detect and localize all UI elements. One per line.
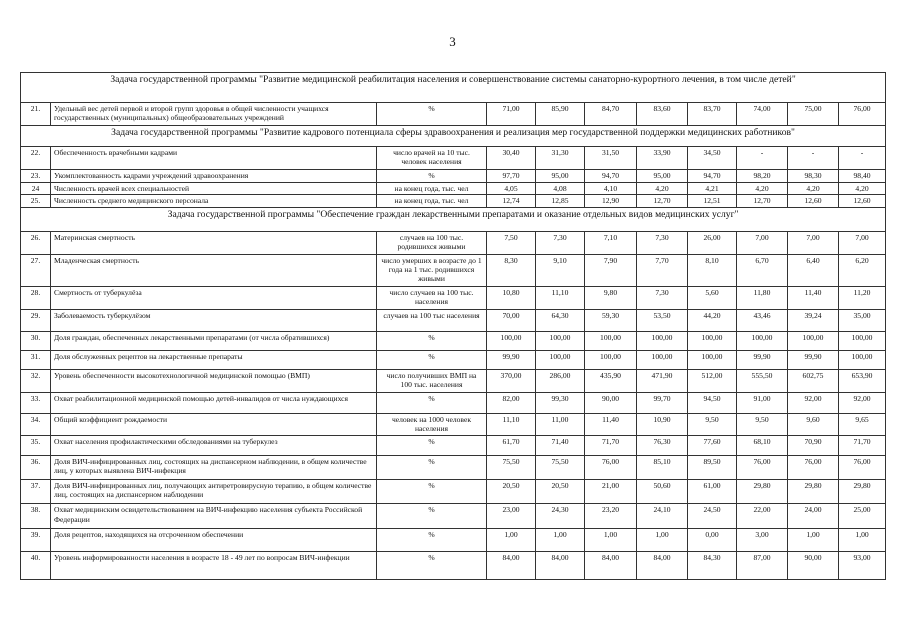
- indicator-name: Удельный вес детей первой и второй групп здоровья в общей численности учащихся государственных (муниципальных) общеобразовательных учреждений: [51, 102, 377, 125]
- indicator-value: 100,00: [688, 351, 737, 370]
- row-number: 33.: [21, 392, 51, 413]
- indicator-value: 9,65: [839, 413, 886, 436]
- indicator-value: 95,00: [637, 169, 688, 182]
- indicator-value: 370,00: [487, 370, 536, 393]
- indicator-value: 100,00: [536, 332, 585, 351]
- task-row: [21, 208, 886, 231]
- indicator-value: 7,00: [737, 231, 788, 254]
- indicator-value: 9,80: [585, 287, 637, 310]
- indicator-value: 6,40: [788, 255, 839, 287]
- indicator-value: 92,00: [788, 392, 839, 413]
- task-heading: Задача государственной программы "Обеспечение граждан лекарственными препаратами и оказание отдельных видов медицинских услуг": [21, 208, 886, 231]
- indicator-value: 77,60: [688, 436, 737, 455]
- indicator-value: 4,20: [637, 182, 688, 195]
- unit-of-measure: число случаев на 100 тыс. населения: [377, 287, 487, 310]
- indicator-value: 11,40: [585, 413, 637, 436]
- indicator-value: 23,00: [487, 504, 536, 528]
- indicator-value: 7,00: [788, 231, 839, 254]
- indicator-name: Материнская смертность: [51, 231, 377, 254]
- task-heading: Задача государственной программы "Развитие кадрового потенциала сферы здравоохранения и реализация мер государственной поддержки медицинских работников": [21, 126, 886, 147]
- indicator-value: 94,70: [585, 169, 637, 182]
- indicator-row: [21, 332, 886, 351]
- indicator-value: 98,30: [788, 169, 839, 182]
- unit-of-measure: %: [377, 552, 487, 580]
- indicator-value: 100,00: [688, 332, 737, 351]
- indicator-value: 12,90: [585, 195, 637, 208]
- indicator-value: 9,50: [688, 413, 737, 436]
- indicator-value: 74,00: [737, 102, 788, 125]
- indicator-value: 29,80: [737, 479, 788, 503]
- indicator-row: [21, 413, 886, 436]
- indicator-value: 4,21: [688, 182, 737, 195]
- indicators-table: [20, 72, 886, 580]
- indicator-value: 286,00: [536, 370, 585, 393]
- indicator-value: 84,70: [585, 102, 637, 125]
- indicator-value: 7,30: [637, 287, 688, 310]
- indicator-row: [21, 528, 886, 551]
- indicator-value: 11,10: [487, 413, 536, 436]
- indicator-value: 31,30: [536, 147, 585, 170]
- indicator-value: 50,60: [637, 479, 688, 503]
- indicator-value: 20,50: [487, 479, 536, 503]
- indicator-name: Уровень информированности населения в возрасте 18 - 49 лет по вопросам ВИЧ-инфекции: [51, 552, 377, 580]
- row-number: 26.: [21, 231, 51, 254]
- row-number: 27.: [21, 255, 51, 287]
- indicator-value: 1,00: [536, 528, 585, 551]
- indicator-value: 39,24: [788, 309, 839, 331]
- task-row: [21, 73, 886, 103]
- row-number: 22.: [21, 147, 51, 170]
- indicator-row: [21, 392, 886, 413]
- indicator-value: 71,00: [487, 102, 536, 125]
- indicator-value: 100,00: [737, 332, 788, 351]
- indicator-value: 76,00: [788, 455, 839, 479]
- indicator-value: 100,00: [839, 332, 886, 351]
- indicator-value: 33,90: [637, 147, 688, 170]
- indicator-value: 84,00: [487, 552, 536, 580]
- row-number: 32.: [21, 370, 51, 393]
- indicator-value: 5,60: [688, 287, 737, 310]
- indicator-value: 99,30: [536, 392, 585, 413]
- indicator-value: 25,00: [839, 504, 886, 528]
- indicator-value: 90,00: [585, 392, 637, 413]
- indicator-value: 7,70: [637, 255, 688, 287]
- indicator-value: 84,00: [637, 552, 688, 580]
- indicator-value: 9,60: [788, 413, 839, 436]
- indicator-row: [21, 169, 886, 182]
- indicator-value: 71,70: [839, 436, 886, 455]
- indicator-value: 99,90: [737, 351, 788, 370]
- indicator-value: 10,90: [637, 413, 688, 436]
- indicator-value: 87,00: [737, 552, 788, 580]
- row-number: 21.: [21, 102, 51, 125]
- indicator-value: 1,00: [788, 528, 839, 551]
- indicator-name: Общий коэффициент рождаемости: [51, 413, 377, 436]
- indicator-row: [21, 309, 886, 331]
- unit-of-measure: число умерших в возрасте до 1 года на 1 тыс. родившихся живыми: [377, 255, 487, 287]
- row-number: 30.: [21, 332, 51, 351]
- unit-of-measure: случаев на 100 тыс. родившихся живыми: [377, 231, 487, 254]
- indicator-value: 1,00: [585, 528, 637, 551]
- indicator-value: 4,10: [585, 182, 637, 195]
- row-number: 29.: [21, 309, 51, 331]
- row-number: 39.: [21, 528, 51, 551]
- indicator-value: 76,30: [637, 436, 688, 455]
- indicator-row: [21, 552, 886, 580]
- unit-of-measure: %: [377, 392, 487, 413]
- unit-of-measure: на конец года, тыс. чел: [377, 195, 487, 208]
- task-row: [21, 126, 886, 147]
- indicator-value: 0,00: [688, 528, 737, 551]
- unit-of-measure: число получивших ВМП на 100 тыс. населения: [377, 370, 487, 393]
- indicator-value: -: [737, 147, 788, 170]
- indicator-value: 100,00: [585, 351, 637, 370]
- indicator-value: 12,74: [487, 195, 536, 208]
- indicator-value: 435,90: [585, 370, 637, 393]
- indicator-value: 24,10: [637, 504, 688, 528]
- unit-of-measure: %: [377, 332, 487, 351]
- task-heading: Задача государственной программы "Развитие медицинской реабилитация населения и совершенствование системы санаторно-курортного лечения, в том числе детей": [21, 73, 886, 103]
- indicator-value: 35,00: [839, 309, 886, 331]
- indicator-value: 9,10: [536, 255, 585, 287]
- indicator-value: 82,00: [487, 392, 536, 413]
- indicator-name: Численность среднего медицинского персонала: [51, 195, 377, 208]
- indicator-row: [21, 455, 886, 479]
- indicator-name: Доля граждан, обеспеченных лекарственными препаратами (от числа обратившихся): [51, 332, 377, 351]
- indicator-row: [21, 351, 886, 370]
- indicator-value: 20,50: [536, 479, 585, 503]
- indicator-value: 93,00: [839, 552, 886, 580]
- indicator-value: 43,46: [737, 309, 788, 331]
- indicator-value: 85,10: [637, 455, 688, 479]
- indicator-value: 9,50: [737, 413, 788, 436]
- indicator-value: 84,30: [688, 552, 737, 580]
- unit-of-measure: человек на 1000 человек населения: [377, 413, 487, 436]
- indicator-value: 100,00: [637, 332, 688, 351]
- indicator-row: [21, 436, 886, 455]
- indicator-value: 61,00: [688, 479, 737, 503]
- indicator-value: 11,80: [737, 287, 788, 310]
- indicator-value: 471,90: [637, 370, 688, 393]
- indicator-row: [21, 182, 886, 195]
- indicator-value: 95,00: [536, 169, 585, 182]
- indicator-value: 97,70: [487, 169, 536, 182]
- indicator-value: 22,00: [737, 504, 788, 528]
- indicator-value: 7,90: [585, 255, 637, 287]
- indicator-value: 602,75: [788, 370, 839, 393]
- indicator-value: 12,85: [536, 195, 585, 208]
- indicator-row: [21, 504, 886, 528]
- unit-of-measure: число врачей на 10 тыс. человек населения: [377, 147, 487, 170]
- row-number: 31.: [21, 351, 51, 370]
- indicator-value: 64,30: [536, 309, 585, 331]
- indicator-value: 11,40: [788, 287, 839, 310]
- unit-of-measure: %: [377, 504, 487, 528]
- indicator-value: 6,20: [839, 255, 886, 287]
- indicator-value: 61,70: [487, 436, 536, 455]
- indicator-value: 7,00: [839, 231, 886, 254]
- indicator-row: [21, 147, 886, 170]
- indicator-value: 71,70: [585, 436, 637, 455]
- indicator-value: 11,20: [839, 287, 886, 310]
- indicator-value: 98,20: [737, 169, 788, 182]
- indicator-value: 90,00: [788, 552, 839, 580]
- unit-of-measure: на конец года, тыс. чел: [377, 182, 487, 195]
- indicator-value: 99,90: [788, 351, 839, 370]
- indicator-name: Численность врачей всех специальностей: [51, 182, 377, 195]
- indicator-value: 7,30: [637, 231, 688, 254]
- indicator-value: 71,40: [536, 436, 585, 455]
- indicator-value: 94,50: [688, 392, 737, 413]
- indicator-value: 98,40: [839, 169, 886, 182]
- row-number: 23.: [21, 169, 51, 182]
- indicator-value: 91,00: [737, 392, 788, 413]
- indicator-value: 100,00: [788, 332, 839, 351]
- indicator-name: Заболеваемость туберкулёзом: [51, 309, 377, 331]
- indicator-value: 7,10: [585, 231, 637, 254]
- indicator-value: 12,70: [637, 195, 688, 208]
- indicator-value: 70,90: [788, 436, 839, 455]
- indicator-row: [21, 231, 886, 254]
- indicator-row: [21, 287, 886, 310]
- indicator-value: 29,80: [839, 479, 886, 503]
- indicators-table-container: [20, 72, 885, 580]
- indicator-name: Доля рецептов, находящихся на отсроченном обеспечении: [51, 528, 377, 551]
- indicator-value: 1,00: [839, 528, 886, 551]
- row-number: 28.: [21, 287, 51, 310]
- indicator-value: 76,00: [839, 102, 886, 125]
- table-body: [21, 73, 886, 580]
- row-number: 35.: [21, 436, 51, 455]
- indicator-value: 6,70: [737, 255, 788, 287]
- indicator-value: 555,50: [737, 370, 788, 393]
- indicator-value: 44,20: [688, 309, 737, 331]
- indicator-value: 76,00: [585, 455, 637, 479]
- indicator-value: 70,00: [487, 309, 536, 331]
- indicator-name: Смертность от туберкулёза: [51, 287, 377, 310]
- indicator-name: Доля ВИЧ-инфицированных лиц, состоящих на диспансерном наблюдении, в общем количестве лиц, у которых выявлена ВИЧ-инфекция: [51, 455, 377, 479]
- indicator-value: 653,90: [839, 370, 886, 393]
- indicator-value: 75,50: [536, 455, 585, 479]
- indicator-value: 4,05: [487, 182, 536, 195]
- indicator-name: Обеспеченность врачебными кадрами: [51, 147, 377, 170]
- indicator-value: 12,60: [788, 195, 839, 208]
- page-number: 3: [449, 34, 456, 49]
- indicator-value: 29,80: [788, 479, 839, 503]
- indicator-row: [21, 195, 886, 208]
- indicator-value: -: [788, 147, 839, 170]
- indicator-name: Доля ВИЧ-инфицированных лиц, получающих антиретровирусную терапию, в общем количестве лиц, состоящих на диспансерном наблюдении: [51, 479, 377, 503]
- indicator-value: 4,20: [839, 182, 886, 195]
- indicator-value: 34,50: [688, 147, 737, 170]
- unit-of-measure: %: [377, 169, 487, 182]
- indicator-value: 83,60: [637, 102, 688, 125]
- unit-of-measure: %: [377, 436, 487, 455]
- indicator-value: 31,50: [585, 147, 637, 170]
- indicator-value: 68,10: [737, 436, 788, 455]
- indicator-value: 75,50: [487, 455, 536, 479]
- indicator-value: 99,70: [637, 392, 688, 413]
- unit-of-measure: случаев на 100 тыс населения: [377, 309, 487, 331]
- row-number: 37.: [21, 479, 51, 503]
- indicator-value: 83,70: [688, 102, 737, 125]
- indicator-value: 24,50: [688, 504, 737, 528]
- indicator-value: 26,00: [688, 231, 737, 254]
- indicator-value: 30,40: [487, 147, 536, 170]
- indicator-value: 100,00: [637, 351, 688, 370]
- indicator-value: -: [839, 147, 886, 170]
- indicator-value: 76,00: [737, 455, 788, 479]
- indicator-value: 4,20: [737, 182, 788, 195]
- indicator-value: 94,70: [688, 169, 737, 182]
- row-number: 34.: [21, 413, 51, 436]
- indicator-value: 84,00: [585, 552, 637, 580]
- indicator-value: 512,00: [688, 370, 737, 393]
- indicator-name: Охват медицинским освидетельствованием на ВИЧ-инфекцию населения субъекта Российской Федерации: [51, 504, 377, 528]
- row-number: 24: [21, 182, 51, 195]
- indicator-value: 76,00: [839, 455, 886, 479]
- indicator-value: 84,00: [536, 552, 585, 580]
- indicator-value: 100,00: [487, 332, 536, 351]
- indicator-name: Охват населения профилактическими обследованиями на туберкулез: [51, 436, 377, 455]
- indicator-value: 92,00: [839, 392, 886, 413]
- indicator-value: 4,20: [788, 182, 839, 195]
- indicator-value: 21,00: [585, 479, 637, 503]
- indicator-value: 75,00: [788, 102, 839, 125]
- unit-of-measure: %: [377, 455, 487, 479]
- row-number: 25.: [21, 195, 51, 208]
- indicator-name: Укомплектованность кадрами учреждений здравоохранения: [51, 169, 377, 182]
- indicator-value: 53,50: [637, 309, 688, 331]
- indicator-value: 100,00: [585, 332, 637, 351]
- row-number: 40.: [21, 552, 51, 580]
- indicator-row: [21, 255, 886, 287]
- indicator-value: 85,90: [536, 102, 585, 125]
- indicator-value: 8,10: [688, 255, 737, 287]
- indicator-value: 59,30: [585, 309, 637, 331]
- indicator-value: 11,00: [536, 413, 585, 436]
- indicator-value: 100,00: [536, 351, 585, 370]
- indicator-value: 4,08: [536, 182, 585, 195]
- indicator-value: 1,00: [637, 528, 688, 551]
- row-number: 36.: [21, 455, 51, 479]
- row-number: 38.: [21, 504, 51, 528]
- indicator-value: 99,90: [487, 351, 536, 370]
- indicator-value: 24,00: [788, 504, 839, 528]
- indicator-value: 8,30: [487, 255, 536, 287]
- indicator-row: [21, 102, 886, 125]
- indicator-value: 12,60: [839, 195, 886, 208]
- indicator-value: 100,00: [839, 351, 886, 370]
- indicator-value: 12,51: [688, 195, 737, 208]
- indicator-name: Младенческая смертность: [51, 255, 377, 287]
- indicator-value: 7,30: [536, 231, 585, 254]
- indicator-value: 12,70: [737, 195, 788, 208]
- indicator-value: 89,50: [688, 455, 737, 479]
- indicator-value: 23,20: [585, 504, 637, 528]
- indicator-row: [21, 370, 886, 393]
- indicator-value: 24,30: [536, 504, 585, 528]
- indicator-row: [21, 479, 886, 503]
- indicator-value: 3,00: [737, 528, 788, 551]
- indicator-value: 11,10: [536, 287, 585, 310]
- indicator-value: 10,80: [487, 287, 536, 310]
- indicator-name: Охват реабилитационной медицинской помощью детей-инвалидов от числа нуждающихся: [51, 392, 377, 413]
- unit-of-measure: %: [377, 479, 487, 503]
- unit-of-measure: %: [377, 351, 487, 370]
- unit-of-measure: %: [377, 102, 487, 125]
- unit-of-measure: %: [377, 528, 487, 551]
- indicator-value: 7,50: [487, 231, 536, 254]
- indicator-value: 1,00: [487, 528, 536, 551]
- indicator-name: Доля обслуженных рецептов на лекарственные препараты: [51, 351, 377, 370]
- indicator-name: Уровень обеспеченности высокотехнологичной медицинской помощью (ВМП): [51, 370, 377, 393]
